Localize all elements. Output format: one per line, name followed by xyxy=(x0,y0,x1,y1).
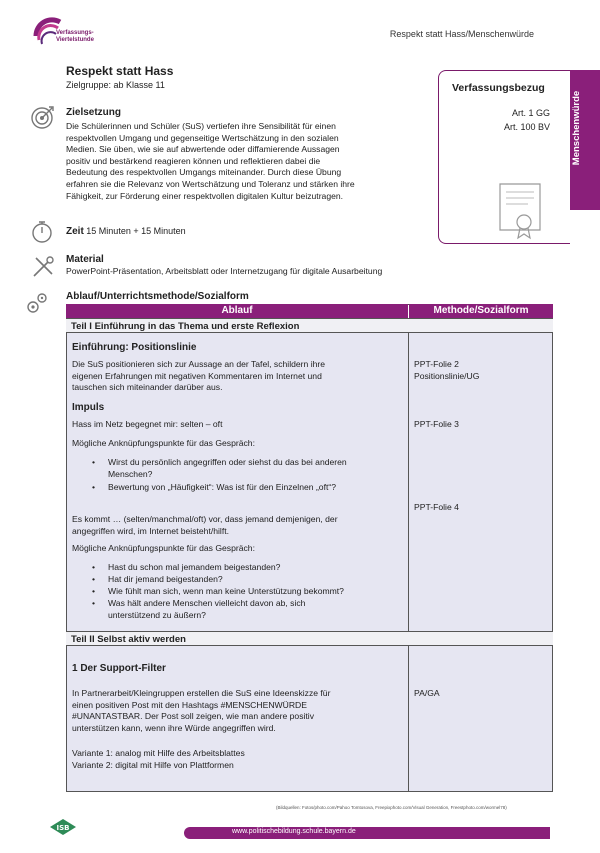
part-2-methode-cell xyxy=(409,646,552,791)
sidebar-label: Menschenwürde xyxy=(571,90,582,166)
isb-logo-icon xyxy=(48,817,78,837)
logo-line-2: Viertelstunde xyxy=(56,37,94,43)
bullet-line: • Was hält andere Menschen vielleicht davon ab, sich xyxy=(108,598,306,608)
bullet-item: • Bewertung von „Häufigkeit“: Was ist für den Einzelnen „oft“? xyxy=(108,482,336,494)
bullet-line: • Wirst du persönlich angegriffen oder siehst du das bei anderen xyxy=(108,457,347,467)
col-header-ablauf: Ablauf xyxy=(66,304,408,318)
zielsetzung-line: Bedeutung des respektvollen Umgangs miteinander. Durch diese Übung xyxy=(66,167,342,178)
zielsetzung-line: positiv und bestärkend reagieren können und reflektieren dabei die xyxy=(66,155,321,166)
einfuehrung-line: eigenen Erfahrungen mit negativen Kommentaren im Internet und xyxy=(72,370,322,381)
support-line: unterstützen kann, wenn ihre Würde angegriffen wird. xyxy=(72,722,276,733)
bullet-item: • Hat dir jemand beigestanden? xyxy=(108,574,223,586)
tools-icon xyxy=(30,254,56,280)
support-line: #UNANTASTBAR. Der Post soll zeigen, wie man andere positiv xyxy=(72,711,314,722)
method-ppt-4: PPT-Folie 4 xyxy=(414,502,459,512)
kommt-line: Es kommt … (selten/manchmal/oft) vor, dass jemand demjenigen, der xyxy=(72,514,338,524)
method-ppt-2 xyxy=(414,359,479,382)
method-line: Positionslinie/UG xyxy=(414,370,480,381)
bullet-item: • Hast du schon mal jemandem beigestanden? xyxy=(108,562,280,574)
part-2-row: Teil II Selbst aktiv werden xyxy=(66,631,553,646)
einfuehrung-line: tauschen sich miteinander darüber aus. xyxy=(72,382,223,393)
gears-icon xyxy=(24,290,50,316)
einfuehrung-line: Die SuS positionieren sich zur Aussage an der Tafel, schildern ihre xyxy=(72,359,326,369)
variants xyxy=(72,748,245,771)
target-group: Zielgruppe: ab Klasse 11 xyxy=(66,80,165,90)
article-gg: Art. 1 GG xyxy=(511,108,550,118)
bullet-item: • Wie fühlt man sich, wenn man keine Unterstützung bekommt? xyxy=(108,586,344,598)
zielsetzung-line: Medien. Sie üben, wie sie auf abwertende oder diffamierende Aussagen xyxy=(66,144,340,155)
zielsetzung-heading: Zielsetzung xyxy=(66,107,122,118)
zeit-value: 15 Minuten + 15 Minuten xyxy=(86,226,186,236)
bullet-item xyxy=(108,598,305,621)
method-line: PPT-Folie 2 xyxy=(414,359,459,369)
isb-logo-text: ISB xyxy=(56,824,70,832)
zielsetzung-text xyxy=(66,121,412,202)
image-credits: (Bildquellen: Fotos/photo.com/Pahoo Tomtosova, Freepixphoto.com/Visual Generation, Freestphoto.com/wormel78) xyxy=(276,805,507,810)
support-filter-heading: 1 Der Support-Filter xyxy=(72,663,166,674)
bullet-line: unterstützend zu äußern? xyxy=(108,609,206,620)
part-1-row: Teil I Einführung in das Thema und erste Reflexion xyxy=(66,318,553,333)
variante-2: Variante 2: digital mit Hilfe von Plattformen xyxy=(72,759,234,770)
verfassungsbezug-title: Verfassungsbezug xyxy=(452,82,545,94)
target-icon xyxy=(30,104,56,130)
bullet-line: Menschen? xyxy=(108,468,153,479)
page-title: Respekt statt Hass xyxy=(66,64,174,78)
footer-url[interactable]: www.politischebildung.schule.bayern.de xyxy=(232,828,356,835)
einfuehrung-text xyxy=(72,359,325,394)
zielsetzung-line: erfahren sie die Relevanz von Wertschätzung und Toleranz und stärken ihre xyxy=(66,178,355,189)
stopwatch-icon xyxy=(30,218,56,244)
kommt-line: angegriffen wird, im Internet beisteht/hilft. xyxy=(72,525,229,536)
zielsetzung-line: Die Schülerinnen und Schüler (SuS) vertiefen ihre Sensibilität für einen xyxy=(66,121,336,131)
impuls-text: Hass im Netz begegnet mir: selten – oft xyxy=(72,419,223,429)
support-line: einen positiven Post mit den Hashtags #MENSCHENWÜRDE xyxy=(72,699,307,710)
support-line: In Partnerarbeit/Kleingruppen erstellen die SuS eine Ideenskizze für xyxy=(72,688,331,698)
col-header-methode: Methode/Sozialform xyxy=(409,304,553,318)
method-ppt-3: PPT-Folie 3 xyxy=(414,419,459,429)
material-heading: Material xyxy=(66,254,104,265)
impuls-heading: Impuls xyxy=(72,402,105,413)
bullet-item xyxy=(108,457,347,480)
anknuepfung-1: Mögliche Anknüpfungspunkte für das Gespräch: xyxy=(72,438,255,448)
zeit-row xyxy=(66,226,186,237)
article-bv: Art. 100 BV xyxy=(503,122,550,132)
zielsetzung-line: respektvollen Umgang und gegenseitige Wertschätzung in den sozialen xyxy=(66,132,339,143)
ablauf-heading: Ablauf/Unterrichtsmethode/Sozialform xyxy=(66,291,249,302)
variante-1: Variante 1: analog mit Hilfe des Arbeitsblattes xyxy=(72,748,245,758)
method-pa-ga: PA/GA xyxy=(414,688,440,698)
logo-line-1: Verfassungs- xyxy=(56,30,94,36)
material-text: PowerPoint-Präsentation, Arbeitsblatt oder Internetzugang für digitale Ausarbeitung xyxy=(66,266,383,276)
zielsetzung-line: Fähigkeit, zur Förderung einer respektvollen digitalen Kultur beizutragen. xyxy=(66,190,344,201)
column-divider xyxy=(408,646,409,791)
zeit-heading: Zeit xyxy=(66,226,84,237)
anknuepfung-2: Mögliche Anknüpfungspunkte für das Gespräch: xyxy=(72,543,255,553)
logo-text xyxy=(56,30,94,44)
column-divider xyxy=(408,333,409,631)
support-filter-text xyxy=(72,688,330,734)
header-title: Respekt statt Hass/Menschenwürde xyxy=(389,29,534,39)
certificate-icon xyxy=(492,180,550,242)
einfuehrung-heading: Einführung: Positionslinie xyxy=(72,342,197,353)
kommt-text xyxy=(72,514,338,537)
